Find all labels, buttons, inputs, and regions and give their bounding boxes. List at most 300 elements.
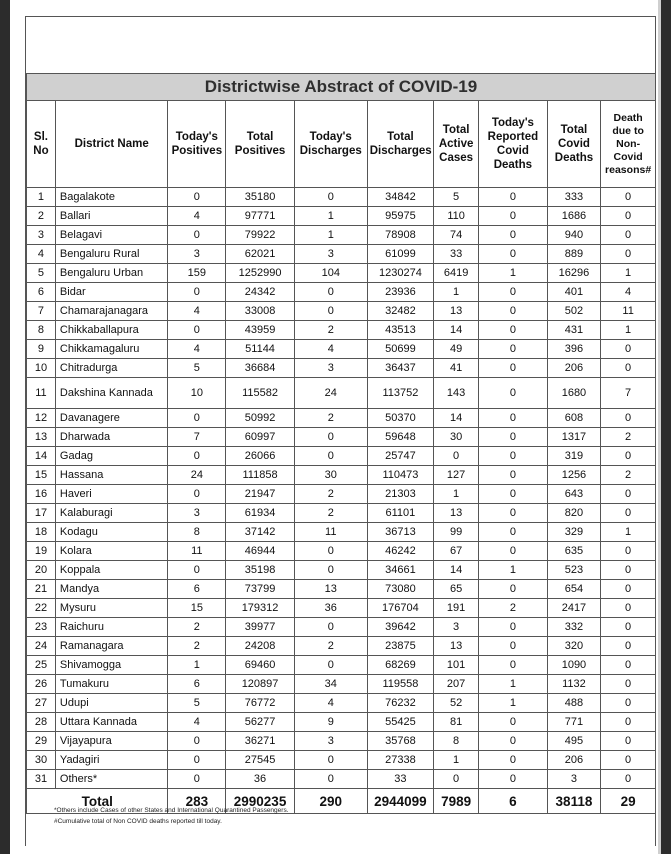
cell-today-positives: 159 [168,264,226,283]
cell-active-cases: 8 [434,732,479,751]
cell-today-discharges: 0 [294,188,367,207]
table-row [27,466,656,485]
table-row [27,447,656,466]
cell-active-cases: 81 [434,713,479,732]
cell-sl-no: 13 [27,428,56,447]
cell-today-deaths: 0 [479,226,548,245]
cell-today-deaths: 0 [479,732,548,751]
cell-district-name: Yadagiri [55,751,168,770]
cell-active-cases: 14 [434,561,479,580]
cell-today-discharges: 0 [294,302,367,321]
cell-total-positives: 36684 [226,359,295,378]
cell-sl-no: 17 [27,504,56,523]
cell-total-positives: 62021 [226,245,295,264]
header-total-deaths: Total Covid Deaths [547,101,601,188]
table-row [27,302,656,321]
cell-today-discharges: 3 [294,245,367,264]
cell-non-covid-deaths: 0 [601,618,656,637]
table-row [27,561,656,580]
cell-today-discharges: 3 [294,359,367,378]
cell-today-deaths: 0 [479,283,548,302]
table-row [27,656,656,675]
cell-sl-no: 24 [27,637,56,656]
cell-today-positives: 0 [168,409,226,428]
cell-today-deaths: 1 [479,264,548,283]
cell-district-name: Kodagu [55,523,168,542]
header-active-cases: Total Active Cases [434,101,479,188]
cell-total-discharges: 1230274 [367,264,433,283]
cell-total-positives: 39977 [226,618,295,637]
cell-today-deaths: 0 [479,713,548,732]
cell-non-covid-deaths: 1 [601,264,656,283]
cell-total-positives: 69460 [226,656,295,675]
table-row [27,675,656,694]
cell-today-positives: 4 [168,302,226,321]
header-district: District Name [55,101,168,188]
cell-today-deaths: 1 [479,561,548,580]
table-row [27,504,656,523]
cell-total-positives: 21947 [226,485,295,504]
cell-total-positives: 35180 [226,188,295,207]
cell-today-deaths: 0 [479,466,548,485]
cell-today-discharges: 11 [294,523,367,542]
cell-non-covid-deaths: 0 [601,226,656,245]
table-row [27,751,656,770]
cell-sl-no: 6 [27,283,56,302]
cell-total-deaths: 2417 [547,599,601,618]
cell-total-deaths: 333 [547,188,601,207]
header-non-covid-deaths: Death due to Non-Covid reasons# [601,101,656,188]
cell-total-positives: 73799 [226,580,295,599]
total-today-discharges: 290 [294,789,367,814]
cell-today-discharges: 0 [294,770,367,789]
cell-active-cases: 101 [434,656,479,675]
cell-total-positives: 33008 [226,302,295,321]
cell-active-cases: 13 [434,302,479,321]
cell-active-cases: 67 [434,542,479,561]
cell-total-deaths: 940 [547,226,601,245]
cell-total-discharges: 32482 [367,302,433,321]
cell-today-positives: 4 [168,207,226,226]
cell-today-deaths: 0 [479,637,548,656]
cell-total-deaths: 1680 [547,378,601,409]
cell-active-cases: 1 [434,485,479,504]
cell-sl-no: 20 [27,561,56,580]
cell-non-covid-deaths: 0 [601,359,656,378]
cell-total-discharges: 110473 [367,466,433,485]
cell-today-deaths: 0 [479,485,548,504]
cell-total-discharges: 34842 [367,188,433,207]
cell-today-positives: 1 [168,656,226,675]
cell-sl-no: 9 [27,340,56,359]
cell-today-deaths: 0 [479,751,548,770]
cell-today-discharges: 0 [294,283,367,302]
cell-today-positives: 0 [168,188,226,207]
cell-non-covid-deaths: 1 [601,523,656,542]
cell-today-discharges: 0 [294,656,367,675]
cell-total-positives: 27545 [226,751,295,770]
cell-total-deaths: 206 [547,359,601,378]
cell-non-covid-deaths: 4 [601,283,656,302]
cell-today-positives: 5 [168,694,226,713]
cell-total-deaths: 771 [547,713,601,732]
cell-sl-no: 21 [27,580,56,599]
cell-total-discharges: 176704 [367,599,433,618]
table-row [27,770,656,789]
cell-district-name: Kolara [55,542,168,561]
cell-district-name: Dakshina Kannada [55,378,168,409]
cell-today-discharges: 36 [294,599,367,618]
cell-today-positives: 7 [168,428,226,447]
cell-total-deaths: 206 [547,751,601,770]
total-total-positives: 2990235 [226,789,295,814]
cell-district-name: Ramanagara [55,637,168,656]
cell-district-name: Koppala [55,561,168,580]
cell-today-discharges: 0 [294,751,367,770]
cell-total-discharges: 73080 [367,580,433,599]
cell-sl-no: 12 [27,409,56,428]
cell-district-name: Bengaluru Urban [55,264,168,283]
cell-non-covid-deaths: 0 [601,675,656,694]
cell-active-cases: 207 [434,675,479,694]
cell-today-discharges: 0 [294,561,367,580]
cell-non-covid-deaths: 0 [601,485,656,504]
cell-today-discharges: 2 [294,485,367,504]
cell-today-positives: 6 [168,675,226,694]
cell-total-positives: 60997 [226,428,295,447]
cell-today-discharges: 4 [294,694,367,713]
header-total-positives: Total Positives [226,101,295,188]
cell-total-positives: 51144 [226,340,295,359]
cell-non-covid-deaths: 0 [601,561,656,580]
cell-active-cases: 52 [434,694,479,713]
cell-sl-no: 28 [27,713,56,732]
cell-total-deaths: 654 [547,580,601,599]
cell-district-name: Belagavi [55,226,168,245]
cell-today-discharges: 0 [294,618,367,637]
cell-total-positives: 97771 [226,207,295,226]
cell-today-deaths: 1 [479,694,548,713]
cell-today-discharges: 2 [294,321,367,340]
cell-total-positives: 37142 [226,523,295,542]
cell-today-positives: 3 [168,504,226,523]
cell-active-cases: 5 [434,188,479,207]
cell-sl-no: 29 [27,732,56,751]
cell-total-deaths: 396 [547,340,601,359]
cell-today-deaths: 0 [479,340,548,359]
cell-non-covid-deaths: 0 [601,188,656,207]
cell-district-name: Chikkaballapura [55,321,168,340]
table-row [27,618,656,637]
cell-total-deaths: 1686 [547,207,601,226]
cell-total-positives: 50992 [226,409,295,428]
cell-today-positives: 4 [168,340,226,359]
cell-today-discharges: 9 [294,713,367,732]
cell-today-positives: 24 [168,466,226,485]
cell-today-discharges: 2 [294,409,367,428]
cell-total-discharges: 39642 [367,618,433,637]
cell-non-covid-deaths: 0 [601,599,656,618]
cell-total-deaths: 320 [547,637,601,656]
cell-active-cases: 30 [434,428,479,447]
cell-today-deaths: 0 [479,447,548,466]
cell-district-name: Haveri [55,485,168,504]
cell-sl-no: 27 [27,694,56,713]
cell-active-cases: 0 [434,447,479,466]
header-total-discharges: Total Discharges [367,101,433,188]
cell-district-name: Others* [55,770,168,789]
cell-total-discharges: 50370 [367,409,433,428]
cell-non-covid-deaths: 0 [601,207,656,226]
cell-district-name: Raichuru [55,618,168,637]
cell-today-discharges: 1 [294,207,367,226]
cell-sl-no: 10 [27,359,56,378]
cell-today-positives: 0 [168,485,226,504]
cell-total-deaths: 608 [547,409,601,428]
cell-total-deaths: 1256 [547,466,601,485]
cell-non-covid-deaths: 0 [601,542,656,561]
cell-non-covid-deaths: 0 [601,694,656,713]
cell-district-name: Vijayapura [55,732,168,751]
table-row [27,485,656,504]
cell-today-discharges: 0 [294,447,367,466]
cell-district-name: Chikkamagaluru [55,340,168,359]
table-row [27,378,656,409]
cell-total-deaths: 502 [547,302,601,321]
table-row [27,713,656,732]
total-total-discharges: 2944099 [367,789,433,814]
cell-today-positives: 4 [168,713,226,732]
cell-today-discharges: 34 [294,675,367,694]
table-row [27,226,656,245]
cell-total-positives: 36271 [226,732,295,751]
table-row [27,359,656,378]
cell-today-discharges: 4 [294,340,367,359]
cell-total-deaths: 635 [547,542,601,561]
cell-active-cases: 143 [434,378,479,409]
cell-district-name: Shivamogga [55,656,168,675]
cell-total-deaths: 329 [547,523,601,542]
cell-total-deaths: 16296 [547,264,601,283]
cell-total-discharges: 33 [367,770,433,789]
cell-district-name: Bengaluru Rural [55,245,168,264]
cell-total-discharges: 55425 [367,713,433,732]
cell-district-name: Kalaburagi [55,504,168,523]
header-row [27,101,656,188]
footnote-non-covid: #Cumulative total of Non COVID deaths reported till today. [54,818,222,825]
cell-district-name: Mandya [55,580,168,599]
cell-today-positives: 15 [168,599,226,618]
cell-total-discharges: 59648 [367,428,433,447]
total-active: 7989 [434,789,479,814]
total-label: Total [27,789,168,814]
table-row [27,694,656,713]
cell-non-covid-deaths: 1 [601,321,656,340]
table-row [27,264,656,283]
cell-total-positives: 24342 [226,283,295,302]
cell-total-deaths: 319 [547,447,601,466]
cell-total-discharges: 76232 [367,694,433,713]
table-body [27,74,656,789]
cell-today-positives: 0 [168,732,226,751]
cell-sl-no: 11 [27,378,56,409]
cell-district-name: Dharwada [55,428,168,447]
cell-total-discharges: 50699 [367,340,433,359]
cell-today-deaths: 0 [479,378,548,409]
cell-total-discharges: 68269 [367,656,433,675]
cell-non-covid-deaths: 2 [601,466,656,485]
cell-sl-no: 19 [27,542,56,561]
total-today-deaths: 6 [479,789,548,814]
cell-sl-no: 1 [27,188,56,207]
cell-today-deaths: 0 [479,770,548,789]
document-page [10,0,661,854]
cell-total-discharges: 27338 [367,751,433,770]
cell-total-positives: 120897 [226,675,295,694]
total-total-deaths: 38118 [547,789,601,814]
cell-total-discharges: 119558 [367,675,433,694]
cell-district-name: Bagalakote [55,188,168,207]
cell-sl-no: 14 [27,447,56,466]
cell-active-cases: 3 [434,618,479,637]
cell-non-covid-deaths: 0 [601,656,656,675]
cell-district-name: Uttara Kannada [55,713,168,732]
cell-total-deaths: 643 [547,485,601,504]
cell-total-discharges: 25747 [367,447,433,466]
cell-non-covid-deaths: 2 [601,428,656,447]
cell-non-covid-deaths: 0 [601,732,656,751]
cell-sl-no: 26 [27,675,56,694]
cell-today-deaths: 0 [479,321,548,340]
table-row [27,580,656,599]
cell-total-deaths: 1090 [547,656,601,675]
covid-district-table [26,73,656,814]
cell-total-discharges: 43513 [367,321,433,340]
cell-today-positives: 2 [168,637,226,656]
cell-today-positives: 8 [168,523,226,542]
cell-non-covid-deaths: 0 [601,637,656,656]
cell-total-positives: 56277 [226,713,295,732]
cell-active-cases: 110 [434,207,479,226]
title-row [27,74,656,101]
header-sl-no: Sl. No [27,101,56,188]
cell-today-deaths: 0 [479,359,548,378]
cell-sl-no: 18 [27,523,56,542]
cell-today-positives: 11 [168,542,226,561]
cell-sl-no: 4 [27,245,56,264]
cell-today-positives: 0 [168,283,226,302]
cell-total-discharges: 95975 [367,207,433,226]
cell-total-deaths: 401 [547,283,601,302]
cell-today-deaths: 0 [479,428,548,447]
table-row [27,542,656,561]
cell-total-discharges: 21303 [367,485,433,504]
table-row [27,245,656,264]
cell-non-covid-deaths: 0 [601,504,656,523]
cell-total-positives: 179312 [226,599,295,618]
cell-active-cases: 0 [434,770,479,789]
cell-district-name: Gadag [55,447,168,466]
cell-active-cases: 1 [434,283,479,302]
cell-total-deaths: 820 [547,504,601,523]
cell-today-positives: 5 [168,359,226,378]
cell-today-positives: 6 [168,580,226,599]
cell-sl-no: 22 [27,599,56,618]
cell-total-discharges: 46242 [367,542,433,561]
cell-district-name: Davanagere [55,409,168,428]
cell-active-cases: 14 [434,321,479,340]
cell-total-discharges: 61099 [367,245,433,264]
cell-total-discharges: 61101 [367,504,433,523]
cell-total-discharges: 23875 [367,637,433,656]
cell-non-covid-deaths: 0 [601,751,656,770]
cell-total-deaths: 431 [547,321,601,340]
cell-active-cases: 99 [434,523,479,542]
cell-non-covid-deaths: 7 [601,378,656,409]
cell-sl-no: 7 [27,302,56,321]
cell-active-cases: 74 [434,226,479,245]
cell-today-positives: 0 [168,226,226,245]
cell-total-positives: 24208 [226,637,295,656]
total-today-positives: 283 [168,789,226,814]
cell-today-positives: 0 [168,751,226,770]
cell-non-covid-deaths: 0 [601,340,656,359]
cell-total-deaths: 1317 [547,428,601,447]
cell-today-deaths: 0 [479,409,548,428]
cell-today-positives: 0 [168,770,226,789]
cell-district-name: Hassana [55,466,168,485]
cell-non-covid-deaths: 11 [601,302,656,321]
table-row [27,599,656,618]
cell-today-discharges: 2 [294,637,367,656]
cell-district-name: Chitradurga [55,359,168,378]
cell-total-discharges: 34661 [367,561,433,580]
cell-total-discharges: 36713 [367,523,433,542]
cell-today-positives: 0 [168,321,226,340]
cell-today-deaths: 0 [479,302,548,321]
cell-active-cases: 13 [434,637,479,656]
cell-total-positives: 79922 [226,226,295,245]
table-row [27,321,656,340]
cell-today-positives: 2 [168,618,226,637]
cell-active-cases: 65 [434,580,479,599]
cell-today-discharges: 1 [294,226,367,245]
cell-active-cases: 49 [434,340,479,359]
cell-active-cases: 14 [434,409,479,428]
cell-total-discharges: 35768 [367,732,433,751]
table-row [27,283,656,302]
cell-total-deaths: 889 [547,245,601,264]
cell-total-positives: 43959 [226,321,295,340]
cell-district-name: Tumakuru [55,675,168,694]
cell-total-discharges: 113752 [367,378,433,409]
cell-today-discharges: 104 [294,264,367,283]
cell-non-covid-deaths: 0 [601,409,656,428]
cell-today-discharges: 2 [294,504,367,523]
cell-district-name: Mysuru [55,599,168,618]
cell-active-cases: 33 [434,245,479,264]
cell-total-deaths: 332 [547,618,601,637]
cell-total-discharges: 23936 [367,283,433,302]
table-row [27,523,656,542]
cell-district-name: Udupi [55,694,168,713]
cell-active-cases: 13 [434,504,479,523]
cell-today-deaths: 0 [479,504,548,523]
cell-sl-no: 8 [27,321,56,340]
cell-total-discharges: 36437 [367,359,433,378]
cell-sl-no: 25 [27,656,56,675]
cell-total-deaths: 495 [547,732,601,751]
